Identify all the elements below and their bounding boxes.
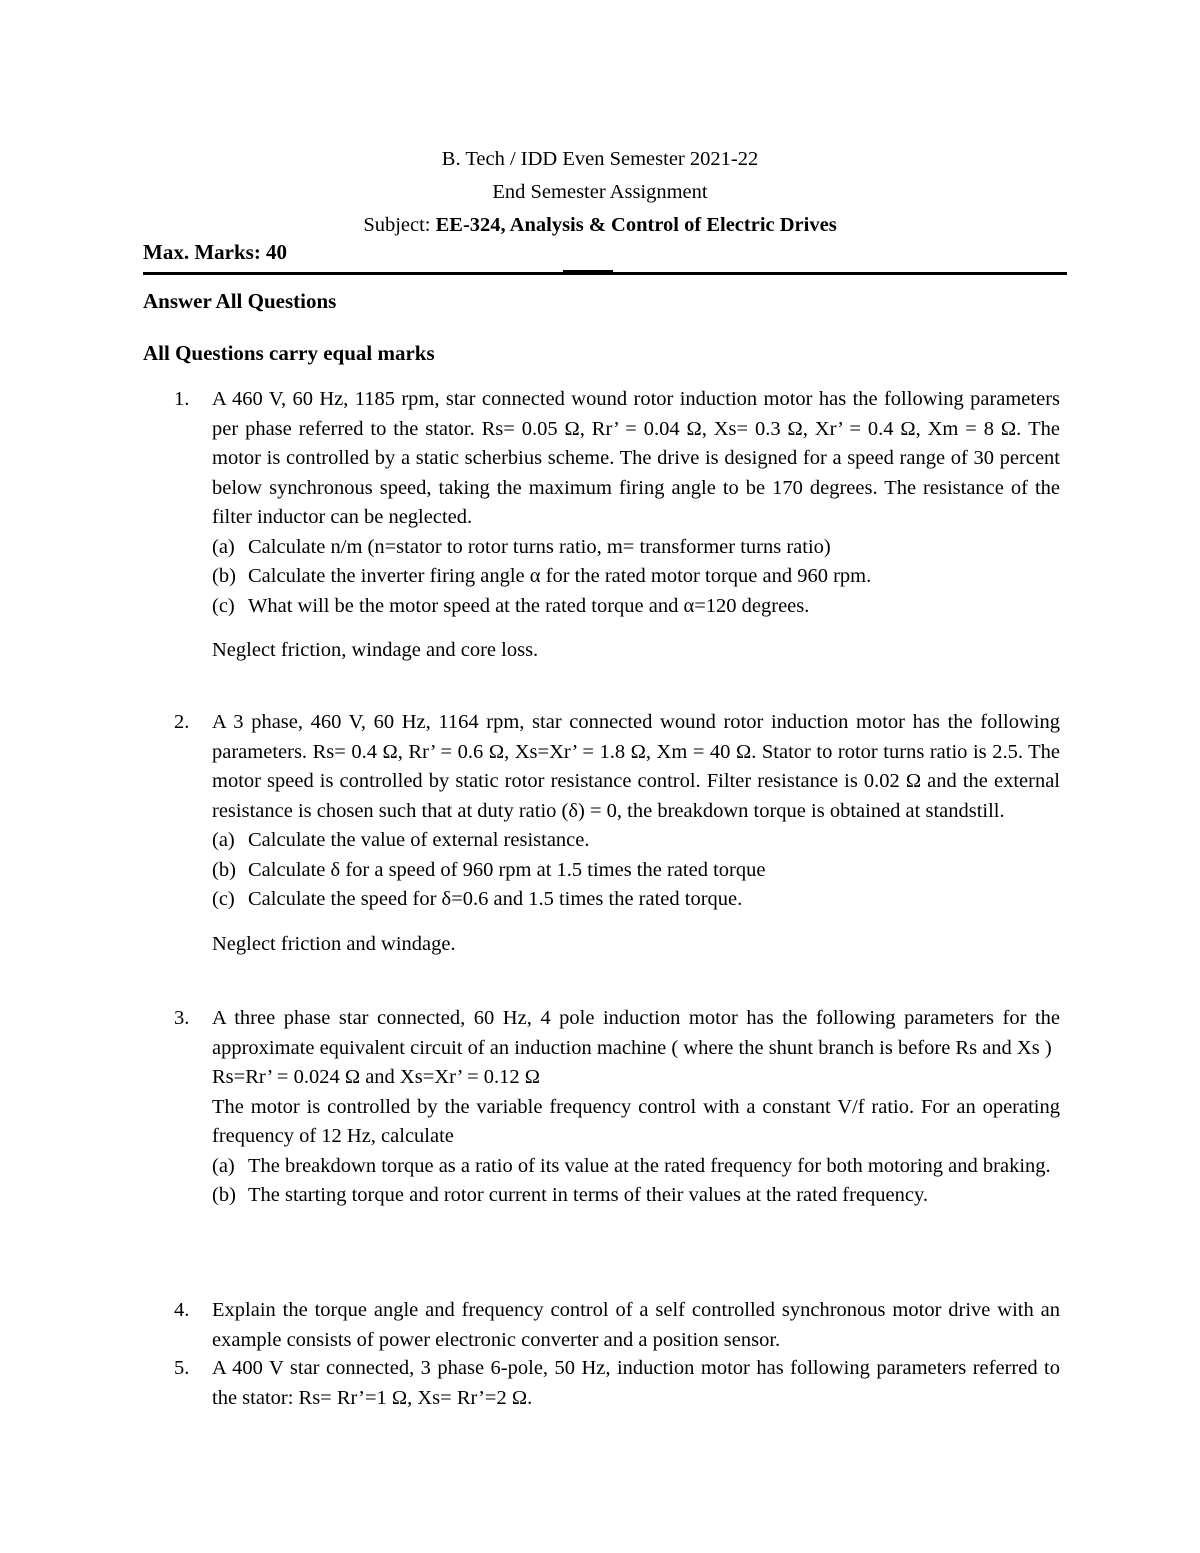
part-text: Calculate the speed for δ=0.6 and 1.5 times the rated torque. — [248, 888, 743, 910]
part-text: The starting torque and rotor current in terms of their values at the rated frequency. — [248, 1184, 929, 1206]
instruction-answer-all: Answer All Questions — [143, 289, 337, 313]
part-label: (b) — [212, 1184, 236, 1206]
part-text: Calculate δ for a speed of 960 rpm at 1.5 times the rated torque — [248, 858, 766, 881]
header-divider-accent — [563, 270, 613, 272]
question-text: A 460 V, 60 Hz, 1185 rpm, star connected wound rotor induction motor has the following parameters per phase referred to the stator. Rs= 0.05 Ω, Rr’ = 0.04 Ω, Xs= 0.3 Ω, Xr’ = 0.4 Ω, Xm = 8 Ω. The motor is controlled by a static scherbius scheme. The drive is designed for a speed range of 30 percent below synchronous speed, taking the maximum firing angle to be 170 degrees. The resistance of the filter inductor can be neglected. — [212, 388, 1060, 528]
question-3 — [174, 1004, 1060, 1211]
question-5 — [174, 1354, 1060, 1413]
question-1 — [174, 385, 1060, 666]
program-title: B. Tech / IDD Even Semester 2021-22 — [441, 148, 759, 170]
question-text: A 3 phase, 460 V, 60 Hz, 1164 rpm, star connected wound rotor induction motor has the following parameters. Rs= 0.4 Ω, Rr’ = 0.6 Ω, Xs=Xr’ = 1.8 Ω, Xm = 40 Ω. Stator to rotor turns ratio is 2.5. The motor speed is controlled by static rotor resistance control. Filter resistance is 0.02 Ω and the external resistance is chosen such that at duty ratio (δ) = 0, the breakdown torque is obtained at standstill. — [212, 711, 1060, 822]
document-header — [0, 143, 1200, 242]
question-number: 1. — [174, 388, 190, 410]
part-label: (a) — [212, 829, 235, 851]
header-divider — [143, 272, 1067, 275]
question-number: 3. — [174, 1007, 190, 1029]
part-text: Calculate the inverter firing angle α for the rated motor torque and 960 rpm. — [248, 565, 872, 587]
question-number: 5. — [174, 1357, 190, 1379]
question-note: Neglect friction, windage and core loss. — [212, 639, 539, 661]
question-number: 4. — [174, 1299, 190, 1321]
question-text: A 400 V star connected, 3 phase 6-pole, 50 Hz, induction motor has following parameters referred to the stator: Rs= Rr’=1 Ω, Xs= Rr’=2 Ω. — [212, 1357, 1060, 1409]
question-4 — [174, 1296, 1060, 1355]
question-text: Explain the torque angle and frequency control of a self controlled synchronous motor drive with an example consists of power electronic converter and a position sensor. — [212, 1299, 1060, 1351]
part-label: (b) — [212, 565, 236, 587]
part-label: (b) — [212, 858, 236, 881]
subject-prefix: Subject: — [363, 214, 436, 236]
question-part — [212, 533, 1060, 563]
part-label: (c) — [212, 888, 235, 910]
question-part — [212, 885, 1060, 915]
question-part — [212, 1152, 1060, 1182]
question-text-continued: The motor is controlled by the variable frequency control with a constant V/f ratio. For an operating frequency of 12 Hz, calculate — [212, 1095, 1060, 1147]
part-label: (a) — [212, 535, 235, 558]
part-text: Calculate the value of external resistance. — [248, 829, 590, 851]
subject-line — [0, 209, 1200, 242]
question-parameters: Rs=Rr’ = 0.024 Ω and Xs=Xr’ = 0.12 Ω — [212, 1066, 541, 1088]
question-part — [212, 826, 1060, 856]
max-marks: Max. Marks: 40 — [143, 240, 288, 264]
question-part — [212, 1181, 1060, 1211]
part-label: (c) — [212, 594, 235, 617]
question-text: A three phase star connected, 60 Hz, 4 pole induction motor has the following parameters for the approximate equivalent circuit of an induction machine ( where the shunt branch is before Rs and Xs ) — [212, 1007, 1060, 1059]
part-text: What will be the motor speed at the rated torque and α=120 degrees. — [248, 594, 810, 617]
question-note: Neglect friction and windage. — [212, 932, 456, 955]
question-2 — [174, 708, 1060, 959]
question-part — [212, 856, 1060, 886]
part-text: The breakdown torque as a ratio of its value at the rated frequency for both motoring and braking. — [248, 1154, 1051, 1177]
question-number: 2. — [174, 711, 190, 733]
instruction-equal-marks: All Questions carry equal marks — [143, 341, 435, 365]
subject-name: EE-324, Analysis & Control of Electric Drives — [435, 214, 837, 236]
part-label: (a) — [212, 1154, 235, 1177]
assignment-title: End Semester Assignment — [492, 181, 708, 203]
question-part — [212, 562, 1060, 592]
part-text: Calculate n/m (n=stator to rotor turns ratio, m= transformer turns ratio) — [248, 535, 831, 558]
question-part — [212, 592, 1060, 622]
